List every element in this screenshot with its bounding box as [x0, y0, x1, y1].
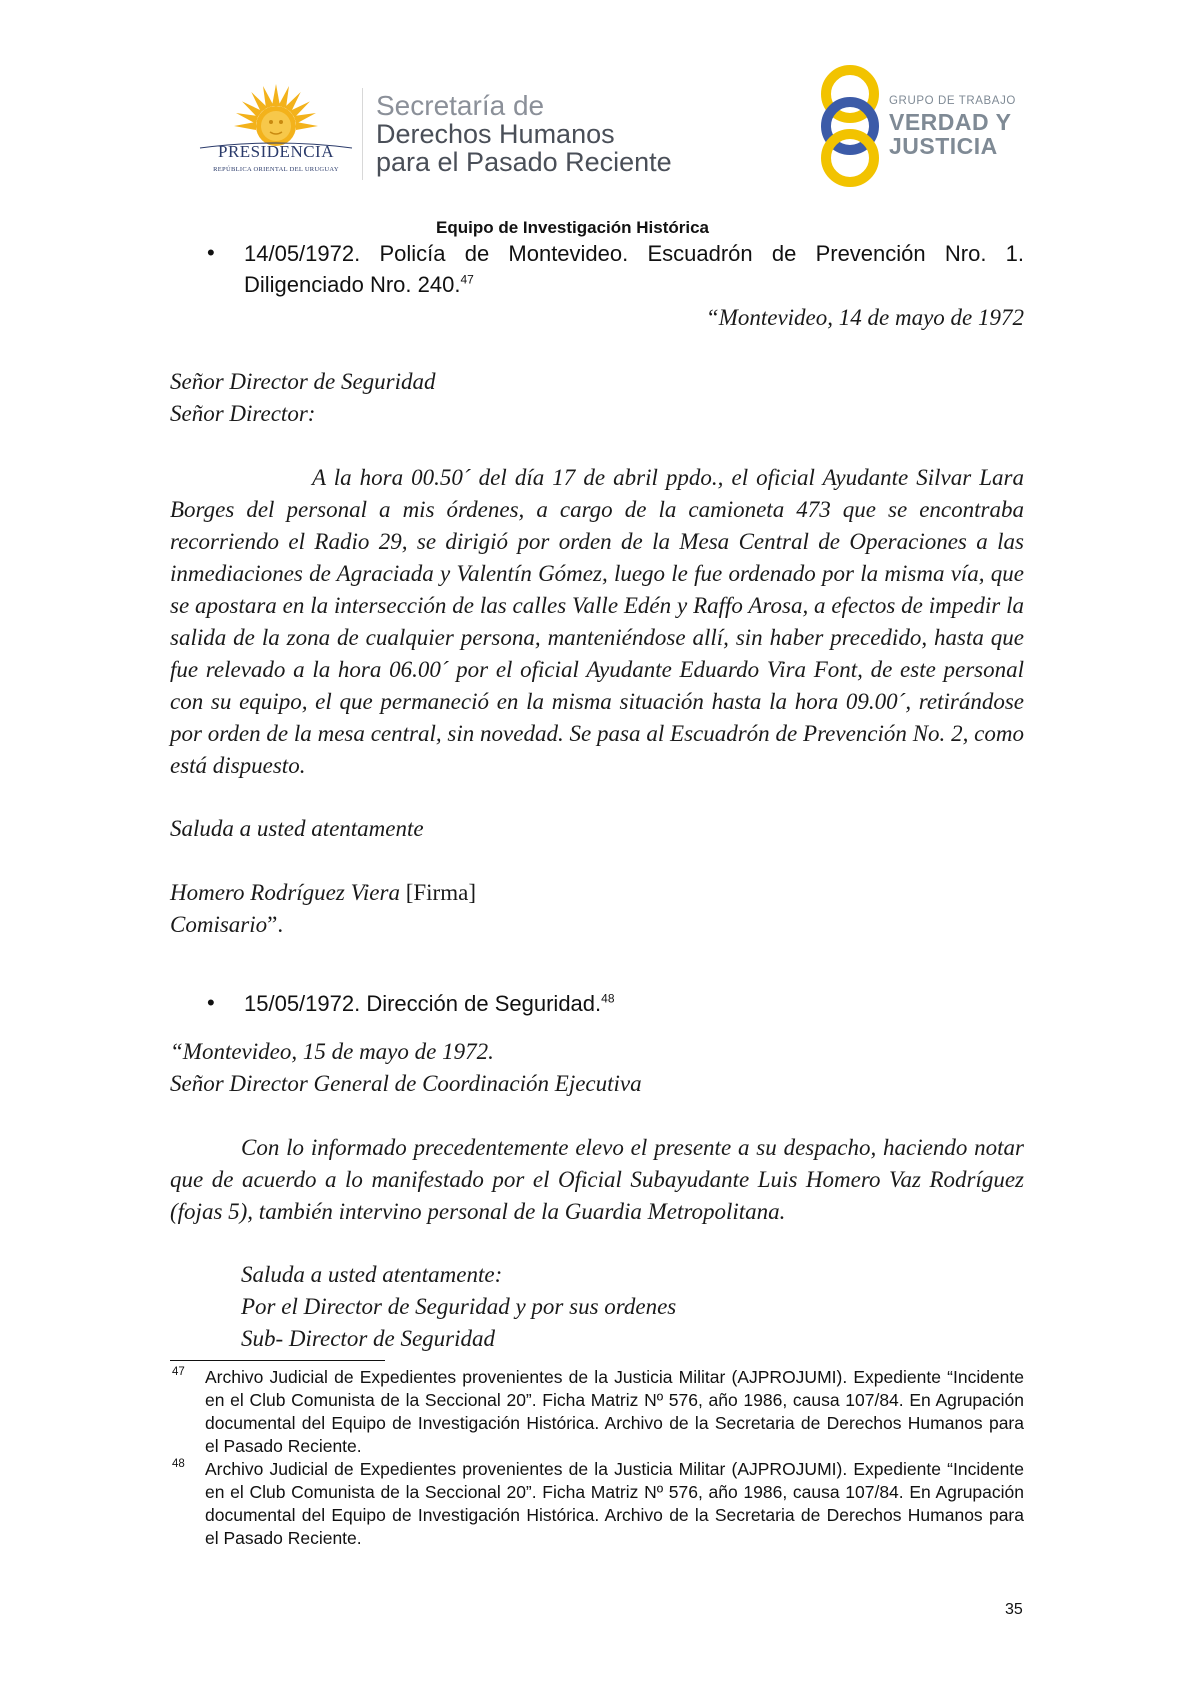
- entry-1-heading-line-2: [244, 269, 1024, 300]
- closing-line-2: Por el Director de Seguridad y por sus ordenes: [241, 1294, 677, 1319]
- justicia-label: JUSTICIA: [889, 133, 998, 159]
- entry-1-heading-line-2-text: Diligenciado Nro. 240.: [244, 272, 461, 297]
- presidencia-logo: [196, 82, 356, 182]
- salutation-line-1: Señor Director de Seguridad: [170, 369, 436, 394]
- signature-note: [Firma]: [405, 880, 476, 905]
- closing-line-1: Saluda a usted atentamente:: [241, 1262, 503, 1287]
- closing-line-3: Sub- Director de Seguridad: [241, 1326, 496, 1351]
- secretaria-logo-text: [376, 92, 672, 176]
- entry-1-closing: Saluda a usted atentamente: [170, 816, 424, 841]
- verdad-label: VERDAD Y: [889, 109, 1012, 135]
- entry-2-heading-text: 15/05/1972. Dirección de Seguridad.: [244, 991, 602, 1016]
- signer-name: Homero Rodríguez Viera: [170, 880, 400, 905]
- grupo-trabajo-label: GRUPO DE TRABAJO: [889, 95, 1016, 107]
- footnote-48-number: 48: [172, 1458, 185, 1470]
- footnote-47-number: 47: [172, 1366, 185, 1378]
- secretaria-line-3: para el Pasado Reciente: [376, 147, 672, 177]
- bullet-marker: •: [207, 240, 215, 265]
- verdad-justicia-logo: [815, 64, 1015, 188]
- entry-2-body: Con lo informado precedentemente elevo el presente a su despacho, haciendo notar que de acuerdo a lo manifestado por el Oficial Subayudante Luis Homero Vaz Rodríguez (fojas 5), también intervino personal de la Guardia Metropolitana.: [170, 1135, 1024, 1224]
- footnote-ref-48[interactable]: 48: [601, 991, 615, 1006]
- entry-2-header: [170, 1036, 1024, 1100]
- footnote-48-text: Archivo Judicial de Expedientes provenientes de la Justicia Militar (AJPROJUMI). Expediente “Incidente en el Club Comunista de la Seccional 20”. Ficha Matriz Nº 576, año 1986, causa 107/84. En Agrupación documental del Equipo de Investigación Histórica. Archivo de la Secretaria de Derechos Humanos para el Pasado Reciente.: [205, 1459, 1024, 1548]
- signer-line: [170, 877, 770, 909]
- header-divider: [362, 88, 363, 180]
- entry-2-heading: [244, 988, 1024, 1019]
- entry-1-dateline: “Montevideo, 14 de mayo de 1972: [705, 305, 1024, 330]
- footnote-47-text: Archivo Judicial de Expedientes provenientes de la Justicia Militar (AJPROJUMI). Expediente “Incidente en el Club Comunista de la Seccional 20”. Ficha Matriz Nº 576, año 1986, causa 107/84. En Agrupación documental del Equipo de Investigación Histórica. Archivo de la Secretaria de Derechos Humanos para el Pasado Reciente.: [205, 1367, 1024, 1456]
- entry-2-closing: [241, 1259, 941, 1355]
- team-title: Equipo de Investigación Histórica: [436, 218, 709, 237]
- interlocking-rings-icon: [815, 64, 885, 188]
- presidencia-label: PRESIDENCIA: [217, 142, 334, 161]
- page-number: 35: [1005, 1601, 1023, 1618]
- entry-1-salutation: [170, 366, 770, 430]
- salutation-line-2: Señor Director:: [170, 401, 316, 426]
- entry-1-heading-line-1: 14/05/1972. Policía de Montevideo. Escuadrón de Prevención Nro. 1.: [244, 241, 1024, 266]
- entry-1-signature: [170, 877, 770, 941]
- footnote-ref-47[interactable]: 47: [460, 272, 474, 287]
- bullet-marker: •: [207, 990, 215, 1015]
- presidencia-subtitle: REPÚBLICA ORIENTAL DEL URUGUAY: [213, 166, 339, 173]
- secretaria-line-1: Secretaría de: [376, 90, 545, 121]
- secretaria-line-2: Derechos Humanos: [376, 119, 615, 149]
- entry-1-heading: [244, 238, 1024, 300]
- entry-1-body: A la hora 00.50´ del día 17 de abril ppdo., el oficial Ayudante Silvar Lara Borges del personal a mis órdenes, a cargo de la camioneta 473 que se encontraba recorriendo el Radio 29, se dirigió por orden de la Mesa Central de Operaciones a las inmediaciones de Agraciada y Valentín Gómez, luego le fue ordenado por la misma vía, que se apostara en la intersección de las calles Valle Edén y Raffo Arosa, a efectos de impedir la salida de la zona de cualquier persona, manteniéndose allí, sin haber precedido, hasta que fue relevado a la hora 06.00´ por el oficial Ayudante Eduardo Vira Font, de este personal con su equipo, el que permaneció en la misma situación hasta la hora 09.00´, retirándose por orden de la mesa central, sin novedad. Se pasa al Escuadrón de Prevención No. 2, como está dispuesto.: [170, 465, 1024, 778]
- signer-title: Comisario: [170, 912, 268, 937]
- quote-close: ”.: [267, 912, 284, 937]
- signer-title-line: [170, 909, 770, 941]
- entry-2-dateline: “Montevideo, 15 de mayo de 1972.: [170, 1039, 494, 1064]
- entry-2-addressee: Señor Director General de Coordinación Ejecutiva: [170, 1071, 642, 1096]
- footnote-separator: [170, 1360, 385, 1361]
